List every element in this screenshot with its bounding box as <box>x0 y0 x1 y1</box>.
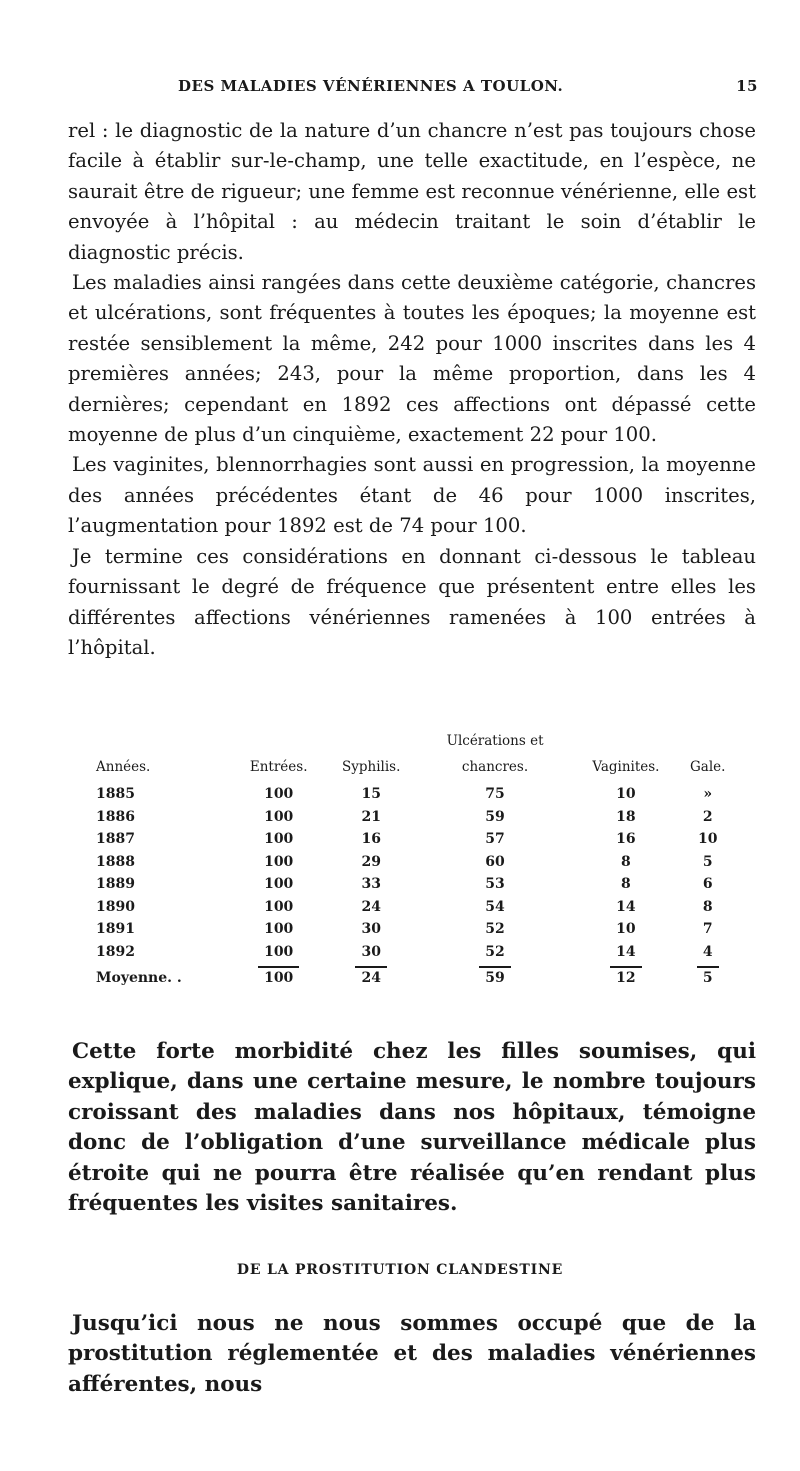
cell: 52 <box>485 943 505 960</box>
cell-year: 1892 <box>96 943 135 960</box>
cell: 21 <box>361 808 381 825</box>
cell: 14 <box>616 943 636 960</box>
col-vaginites: Vaginites. <box>592 759 660 775</box>
cell: 30 <box>361 943 381 960</box>
paragraph-5: Cette forte morbidité chez les filles soumises, qui explique, dans une certaine mesure, le nombre toujours croissant des maladies dans nos hôpitaux, témoigne donc de l’obligation d’une surveillance médicale plus étroite qui ne pourra être réalisée qu’en rendant plus fréquentes les visites sanitaires. <box>68 1039 756 1217</box>
paragraph-6: Jusqu’ici nous ne nous sommes occupé que de la prostitution réglementée et des maladies vénériennes afférentes, nous <box>68 1311 756 1397</box>
cell: 8 <box>702 898 713 915</box>
paragraph-3: Les vaginites, blennorrhagies sont aussi en progression, la moyenne des années précédentes étant de 46 pour 1000 inscrites, l’augmentation pour 1892 est de 74 pour 100. <box>68 453 756 538</box>
average-row <box>96 963 736 990</box>
col-entrees: Entrées. <box>249 759 308 775</box>
table-row <box>96 828 736 851</box>
page-number: 15 <box>736 77 758 95</box>
paragraph-2: Les maladies ainsi rangées dans cette deuxième catégorie, chancres et ulcérations, sont fréquentes à toutes les époques; la moyenne est restée sensiblement la même, 242 pour 1000 inscrites dans les 4 premières années; 243, pour la même proportion, dans les 4 dernières; cependant en 1892 ces affections ont dépassé cette moyenne de plus d’un cinquième, exactement 22 pour 100. <box>68 271 756 447</box>
running-header <box>178 77 758 95</box>
cell: 16 <box>616 831 636 848</box>
cell-year: 1891 <box>96 921 135 938</box>
cell-year: 1888 <box>96 853 135 870</box>
cell: 8 <box>621 876 631 893</box>
cell: 100 <box>264 898 294 915</box>
cell: 100 <box>264 831 294 848</box>
cell: 33 <box>361 876 381 893</box>
cell: 10 <box>616 921 636 938</box>
table-row <box>96 896 736 919</box>
cell: » <box>703 786 713 803</box>
cell: 4 <box>702 943 713 960</box>
table-row <box>96 941 736 964</box>
cell: 18 <box>616 808 636 825</box>
cell: 10 <box>697 831 718 848</box>
table-row <box>96 783 736 806</box>
cell: 100 <box>264 853 294 870</box>
table-row <box>96 851 736 874</box>
cell: 30 <box>361 921 381 938</box>
cell: 53 <box>485 876 505 893</box>
statistics-table <box>96 730 736 990</box>
paragraph-1: rel : le diagnostic de la nature d’un chancre n’est pas toujours chose facile à établir sur-le-champ, une telle exactitude, en l’espèce, ne saurait être de rigueur; une femme est reconnue vénérienne, elle est envoyée à l’hôpital : au médecin traitant le soin d’établir le diagnostic précis. <box>68 119 756 264</box>
table-row <box>96 918 736 941</box>
cell: 7 <box>702 921 713 938</box>
cell: 12 <box>610 966 641 986</box>
cell-year: 1890 <box>96 898 135 915</box>
table-row <box>96 873 736 896</box>
col-gale: Gale. <box>690 759 726 775</box>
cell: 2 <box>702 808 713 825</box>
body-text-after-table <box>68 1037 756 1219</box>
cell: 29 <box>361 853 381 870</box>
cell: 24 <box>361 898 381 915</box>
paragraph-4: Je termine ces considérations en donnant ci-dessous le tableau fournissant le degré de fréquence que présentent entre elles les différentes affections vénériennes ramenées à 100 entrées à l’hôpital. <box>68 544 756 659</box>
cell: 52 <box>485 921 505 938</box>
cell-year: 1886 <box>96 808 135 825</box>
cell: 100 <box>264 921 294 938</box>
cell: 100 <box>264 943 294 960</box>
cell-year: 1885 <box>96 786 135 803</box>
cell: 14 <box>616 898 636 915</box>
cell: 57 <box>485 831 505 848</box>
cell: 10 <box>616 786 636 803</box>
cell: 100 <box>258 966 299 986</box>
cell-year: 1889 <box>96 876 135 893</box>
running-title: DES MALADIES VÉNÉRIENNES A TOULON. <box>178 77 564 95</box>
cell: 59 <box>479 966 510 986</box>
col-syphilis: Syphilis. <box>342 759 401 775</box>
body-text-final <box>68 1309 756 1400</box>
section-heading: DE LA PROSTITUTION CLANDESTINE <box>236 1262 564 1278</box>
cell: 54 <box>485 898 505 915</box>
cell: 100 <box>264 786 294 803</box>
cell-year: 1887 <box>96 831 135 848</box>
cell: 5 <box>697 966 719 986</box>
cell: 59 <box>485 808 505 825</box>
col-chancres: chancres. <box>461 759 529 775</box>
cell: 5 <box>702 853 713 870</box>
over-header: Ulcérations et <box>446 733 544 750</box>
table-header-row <box>96 753 736 776</box>
cell: 100 <box>264 876 294 893</box>
cell: 6 <box>702 876 713 893</box>
table-row <box>96 806 736 829</box>
cell: 16 <box>361 831 381 848</box>
cell: 60 <box>485 853 505 870</box>
cell: 15 <box>361 786 381 803</box>
cell-average-label: Moyenne. . <box>96 970 182 987</box>
cell: 75 <box>485 786 505 803</box>
cell: 8 <box>621 853 631 870</box>
col-annees: Années. <box>96 759 151 775</box>
cell: 24 <box>355 966 386 986</box>
cell: 100 <box>264 808 294 825</box>
body-text-top <box>68 116 756 663</box>
